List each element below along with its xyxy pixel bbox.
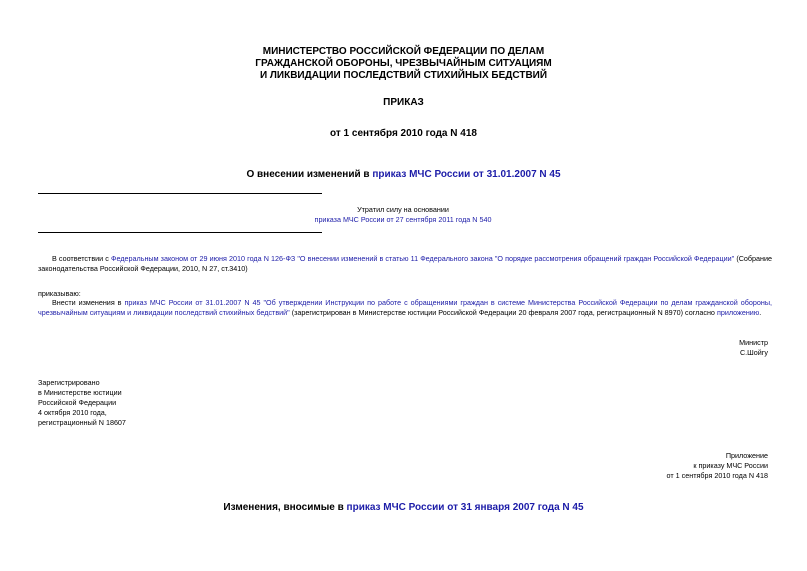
- appendix-heading: [0, 502, 807, 514]
- title-prefix: О внесении изменений в: [246, 169, 373, 180]
- status-note: [300, 205, 506, 225]
- status-line: Утратил силу на основании: [357, 205, 449, 214]
- appendix-link[interactable]: приложению: [716, 308, 760, 317]
- document-date: от 1 сентября 2010 года N 418: [330, 128, 477, 139]
- registration-line-5: регистрационный N 18607: [38, 418, 126, 427]
- registration-line-3: Российской Федерации: [38, 398, 117, 407]
- order-45-link[interactable]: приказ МЧС России от 31.01.2007 N 45 "Об утверждении Инструкции по работе с обращениями граждан в системе Министерства Российской Федерации по делам гражданской обороны, чрезвычайным ситуациям и ликвидации последствий стихийных бедствий": [38, 298, 772, 317]
- appendix-heading-link[interactable]: приказ МЧС России от 31 января 2007 года N 45: [346, 502, 584, 513]
- registration-line-4: 4 октября 2010 года,: [38, 408, 107, 417]
- registration-block: [38, 378, 126, 428]
- signature-name: С.Шойгу: [739, 348, 768, 357]
- document-title: [0, 169, 807, 181]
- title-link[interactable]: приказ МЧС России от 31.01.2007 N 45: [372, 169, 561, 180]
- appendix-heading-prefix: Изменения, вносимые в: [223, 502, 347, 513]
- preamble-suffix: (Собрание законодательства Российской Федерации, 2010, N 27, ст.3410): [38, 254, 773, 273]
- signature-title: Министр: [739, 338, 768, 347]
- preamble-paragraph: [38, 254, 772, 274]
- divider-top: [38, 193, 322, 194]
- appendix-line-2: к приказу МЧС России: [693, 461, 768, 470]
- registration-line-1: Зарегистрировано: [38, 378, 100, 387]
- order-middle: (зарегистрирован в Министерстве юстиции Российской Федерации 20 февраля 2007 года, регистрационный N 8970) согласно: [289, 308, 717, 317]
- status-link[interactable]: приказа МЧС России от 27 сентября 2011 года N 540: [314, 215, 492, 224]
- divider-bottom: [38, 232, 322, 233]
- signature-block: [500, 338, 768, 358]
- ministry-line-3: И ЛИКВИДАЦИИ ПОСЛЕДСТВИЙ СТИХИЙНЫХ БЕДСТВИЙ: [259, 70, 548, 81]
- order-word: приказываю:: [38, 289, 81, 298]
- ministry-line-2: ГРАЖДАНСКОЙ ОБОРОНЫ, ЧРЕЗВЫЧАЙНЫМ СИТУАЦИЯМ: [255, 58, 552, 69]
- document-type: ПРИКАЗ: [383, 97, 424, 108]
- ministry-line-1: МИНИСТЕРСТВО РОССИЙСКОЙ ФЕДЕРАЦИИ ПО ДЕЛАМ: [262, 46, 545, 57]
- preamble-prefix: В соответствии с: [52, 254, 112, 263]
- appendix-block: [500, 451, 768, 481]
- order-paragraph: [38, 298, 772, 318]
- order-end: .: [759, 308, 762, 317]
- ministry-name: [0, 46, 807, 82]
- federal-law-link[interactable]: Федеральным законом от 29 июня 2010 года N 126-ФЗ "О внесении изменений в статью 11 Федерального закона "О порядке рассмотрения обращений граждан Российской Федерации": [111, 254, 735, 263]
- appendix-line-3: от 1 сентября 2010 года N 418: [666, 471, 768, 480]
- registration-line-2: в Министерстве юстиции: [38, 388, 122, 397]
- order-prefix: Внести изменения в: [52, 298, 125, 307]
- appendix-line-1: Приложение: [725, 451, 768, 460]
